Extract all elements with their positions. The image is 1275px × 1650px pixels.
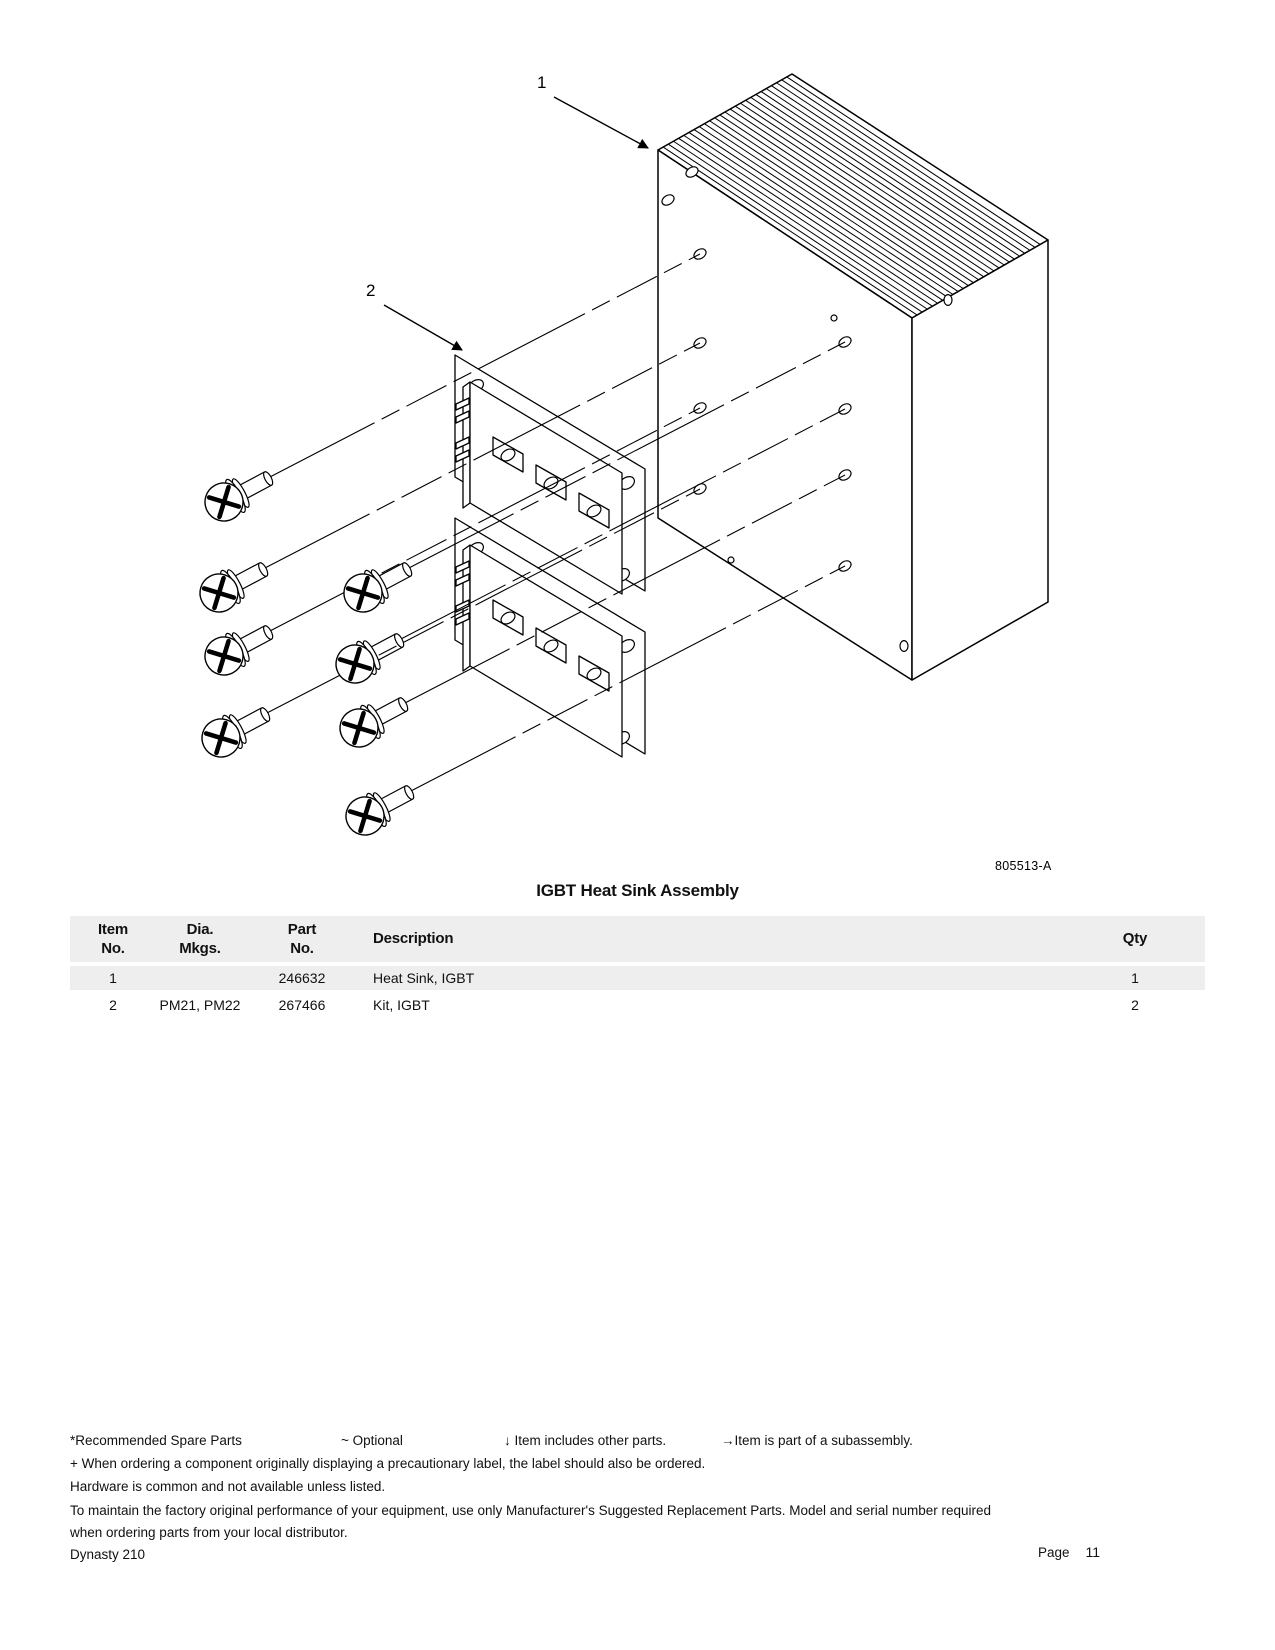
table-row [70, 966, 1205, 990]
cell-description: Heat Sink, IGBT [373, 970, 475, 986]
footer-page [1038, 1544, 1100, 1560]
col-header-qty: Qty [1122, 930, 1148, 948]
phillips-screw [329, 622, 411, 689]
cell-qty: 1 [1131, 970, 1139, 986]
cell-description: Kit, IGBT [373, 997, 430, 1013]
note-precautionary-label: + When ordering a component originally displaying a precautionary label, the label should also be ordered. [70, 1456, 706, 1471]
callout-1-label: 1 [537, 73, 547, 92]
phillips-screw [337, 551, 419, 618]
figure-caption: IGBT Heat Sink Assembly [536, 881, 739, 900]
cell-dia-mkgs: PM21, PM22 [159, 997, 241, 1013]
parts-table [70, 916, 1205, 1017]
legend-item-includes: ↓ Item includes other parts. [504, 1433, 667, 1448]
note-oem-parts-line2: when ordering parts from your local distributor. [70, 1525, 348, 1540]
col-header-dia-mkgs: Dia. Mkgs. [179, 920, 221, 957]
note-oem-parts-line1: To maintain the factory original performance of your equipment, use only Manufacturer's Suggested Replacement Parts. Model and serial number required [70, 1503, 992, 1518]
cell-item-no: 2 [109, 997, 117, 1013]
page-number: 11 [1085, 1544, 1101, 1560]
cell-qty: 2 [1131, 997, 1139, 1013]
legend-subassembly: →Item is part of a subassembly. [721, 1433, 913, 1448]
igbt-modules [455, 355, 645, 757]
phillips-screw [198, 614, 280, 681]
callout-1 [537, 73, 648, 148]
heat-sink-illustration [658, 74, 1048, 680]
phillips-screw [193, 551, 275, 618]
col-header-description: Description [373, 930, 454, 948]
parts-table-header [70, 916, 1205, 962]
cell-item-no: 1 [109, 970, 117, 986]
col-header-item-no: Item No. [97, 920, 129, 957]
phillips-screw [333, 686, 415, 753]
cell-part-no: 246632 [278, 970, 326, 986]
drawing-number: 805513-A [995, 859, 1052, 873]
phillips-screw [195, 696, 277, 763]
callout-2 [366, 281, 462, 350]
footer-model-name: Dynasty 210 [70, 1547, 146, 1562]
legend-optional: ~ Optional [341, 1433, 403, 1448]
note-hardware: Hardware is common and not available unless listed. [70, 1479, 386, 1494]
col-header-part-no: Part No. [287, 920, 317, 957]
cell-part-no: 267466 [278, 997, 326, 1013]
phillips-screw [339, 774, 421, 841]
phillips-screw [198, 460, 280, 527]
page-label: Page [1038, 1545, 1070, 1560]
legend-recommended-spare-parts: *Recommended Spare Parts [70, 1433, 242, 1448]
table-row [70, 993, 1205, 1017]
callout-2-label: 2 [366, 281, 376, 300]
